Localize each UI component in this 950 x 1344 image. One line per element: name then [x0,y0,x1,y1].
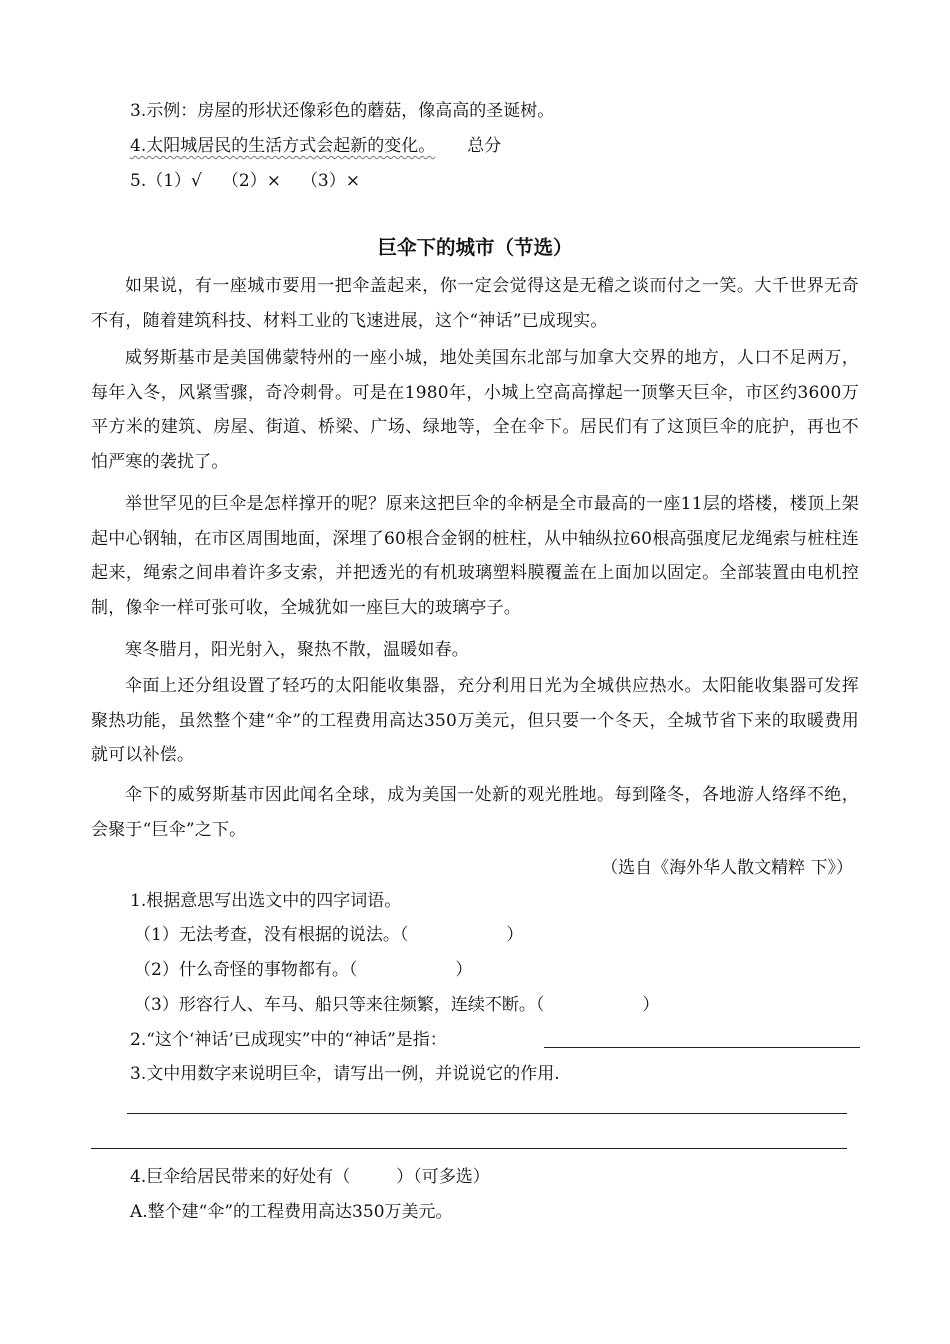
question-4 [130,1165,490,1189]
question-1-stem: 1.根据意思写出选文中的四字词语。 [130,891,402,911]
question-1-3-close: ） [642,995,660,1015]
answer-3: 3.示例：房屋的形状还像彩色的蘑菇，像高高的圣诞树。 [130,101,555,121]
question-2-answer-line[interactable] [544,1047,860,1048]
question-4-close: ）（可多选） [396,1167,490,1187]
question-1-3 [134,993,659,1017]
article-paragraph-3: 举世罕见的巨伞是怎样撑开的呢？原来这把巨伞的伞柄是全市最高的一座11层的塔楼，楼顶上架起中心钢轴，在市区周围地面，深埋了60根合金钢的桩柱，从中轴纵拉60根高强度尼龙绳索与桩柱连起来，绳索之间串着许多支索，并把透光的有机玻璃塑料膜覆盖在上面加以固定。全部装置由电机控制，像伞一样可张可收，全城犹如一座巨大的玻璃亭子。 [91,494,859,618]
answer-5-2: （2）× [221,171,281,191]
question-1-1 [134,923,523,947]
question-3-answer-line-2[interactable] [91,1148,847,1149]
answer-4-text: 4.太阳城居民的生活方式会起新的变化。 [130,136,436,156]
question-3: 3.文中用数字来说明巨伞，请写出一例，并说说它的作用. [130,1064,560,1084]
article-title: 巨伞下的城市（节选） [377,236,573,259]
article-paragraph-2: 威努斯基市是美国佛蒙特州的一座小城，地处美国东北部与加拿大交界的地方，人口不足两万，每年入冬，风紧雪骤，奇冷刺骨。可是在1980年，小城上空高高撑起一顶擎天巨伞，市区约3600万平方米的建筑、房屋、街道、桥梁、广场、绿地等，全在伞下。居民们有了这顶巨伞的庇护，再也不怕严寒的袭扰了。 [91,348,859,472]
answer-5 [130,169,360,193]
question-3-answer-line-1[interactable] [127,1113,847,1114]
answer-4 [130,134,501,158]
article-paragraph-1: 如果说，有一座城市要用一把伞盖起来，你一定会觉得这是无稽之谈而付之一笑。大千世界无奇不有，随着建筑科技、材料工业的飞速进展，这个“神话”已成现实。 [91,276,859,331]
question-2: 2.“这个‘神话’已成现实”中的“神话”是指： [130,1030,447,1050]
article-source: （选自《海外华人散文精粹 下》） [601,858,853,878]
article-paragraph-6: 伞下的威努斯基市因此闻名全球，成为美国一处新的观光胜地。每到隆冬，各地游人络绎不绝，会聚于“巨伞”之下。 [91,785,859,840]
question-1-2 [134,958,472,982]
question-1-1-close: ） [506,925,524,945]
question-1-1-text: （1）无法考查，没有根据的说法。（ [134,925,409,945]
question-4-text: 4.巨伞给居民带来的好处有（ [130,1167,351,1187]
answer-4-score: 总分 [467,136,502,156]
answer-5-1: 5.（1）√ [130,171,202,191]
question-1-2-close: ） [455,960,473,980]
article-paragraph-4: 寒冬腊月，阳光射入，聚热不散，温暖如春。 [125,640,469,660]
question-4-option-a: A.整个建“伞”的工程费用高达350万美元。 [130,1202,453,1222]
question-1-2-text: （2）什么奇怪的事物都有。（ [134,960,358,980]
article-paragraph-5: 伞面上还分组设置了轻巧的太阳能收集器，充分利用日光为全城供应热水。太阳能收集器可发挥聚热功能，虽然整个建“伞”的工程费用高达350万美元，但只要一个冬天，全城节省下来的取暖费用就可以补偿。 [91,676,859,766]
answer-5-3: （3）× [300,171,360,191]
question-1-3-text: （3）形容行人、车马、船只等来往频繁，连续不断。（ [134,995,545,1015]
